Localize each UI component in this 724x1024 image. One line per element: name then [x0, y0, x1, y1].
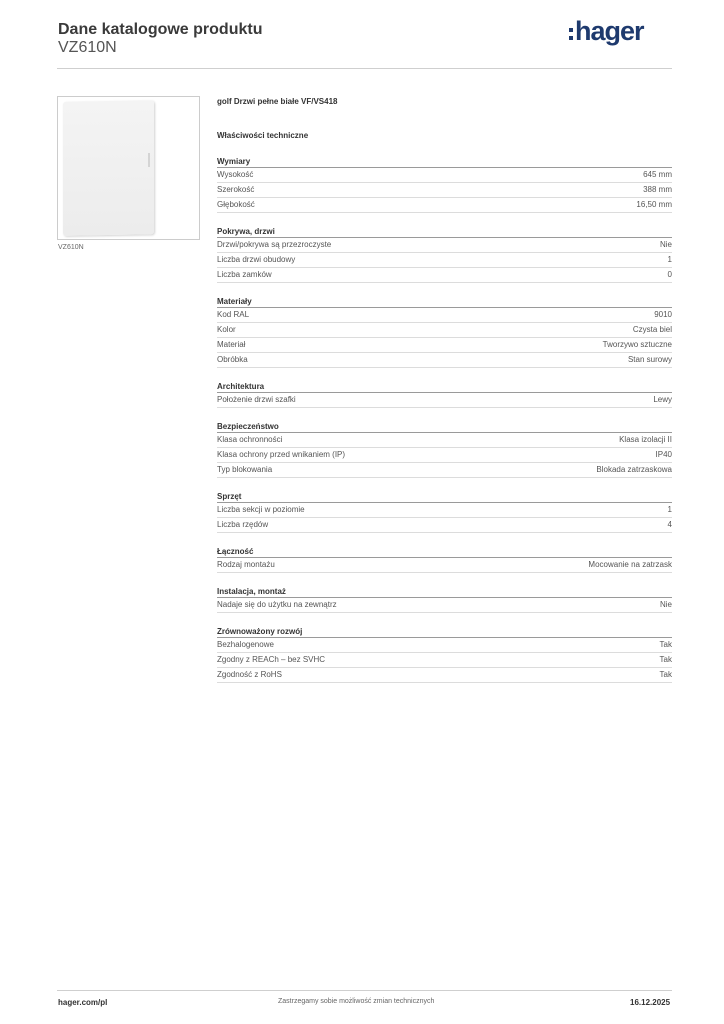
- spec-label: Nadaje się do użytku na zewnątrz: [217, 600, 337, 609]
- spec-row: [217, 393, 672, 408]
- spec-row: [217, 668, 672, 683]
- spec-label: Typ blokowania: [217, 465, 273, 474]
- spec-value: 16,50 mm: [636, 200, 672, 209]
- spec-value: Tak: [659, 670, 672, 679]
- spec-row: [217, 598, 672, 613]
- door-panel-image: [63, 100, 154, 236]
- document-title: Dane katalogowe produktu: [58, 21, 263, 38]
- footer-disclaimer: Zastrzegamy sobie możliwość zmian technicznych: [278, 998, 435, 1005]
- spec-value: Mocowanie na zatrzask: [588, 560, 672, 569]
- section-title: Pokrywa, drzwi: [217, 226, 672, 238]
- spec-value: 1: [667, 505, 672, 514]
- spec-value: Nie: [659, 240, 672, 249]
- spec-row: [217, 338, 672, 353]
- spec-section: [217, 226, 672, 283]
- spec-label: Klasa ochrony przed wnikaniem (IP): [217, 450, 346, 459]
- spec-value: Lewy: [653, 395, 672, 404]
- spec-value: Stan surowy: [627, 355, 672, 364]
- door-hinge-detail: [148, 153, 150, 167]
- spec-value: Klasa izolacji II: [619, 435, 672, 444]
- spec-value: IP40: [655, 450, 672, 459]
- footer-date: 16.12.2025: [630, 998, 671, 1007]
- spec-label: Rodzaj montażu: [217, 560, 275, 569]
- spec-row: [217, 353, 672, 368]
- section-title: Instalacja, montaż: [217, 586, 672, 598]
- header-divider: [57, 68, 672, 69]
- spec-content: [217, 96, 672, 683]
- spec-label: Liczba drzwi obudowy: [217, 255, 296, 264]
- footer-website-link[interactable]: hager.com/pl: [58, 998, 108, 1007]
- footer-divider: [57, 990, 672, 991]
- section-title: Łączność: [217, 546, 672, 558]
- logo-dots-icon: [569, 28, 573, 40]
- spec-row: [217, 168, 672, 183]
- spec-value: 0: [667, 270, 672, 279]
- spec-row: [217, 558, 672, 573]
- spec-label: Materiał: [217, 340, 246, 349]
- spec-label: Obróbka: [217, 355, 248, 364]
- spec-row: [217, 503, 672, 518]
- spec-label: Liczba rzędów: [217, 520, 269, 529]
- section-title: Zrównoważony rozwój: [217, 626, 672, 638]
- section-title: Architektura: [217, 381, 672, 393]
- spec-value: Tworzywo sztuczne: [602, 340, 672, 349]
- spec-row: [217, 198, 672, 213]
- spec-label: Liczba sekcji w poziomie: [217, 505, 305, 514]
- spec-row: [217, 183, 672, 198]
- section-title: Materiały: [217, 296, 672, 308]
- spec-row: [217, 433, 672, 448]
- section-title: Sprzęt: [217, 491, 672, 503]
- spec-section: [217, 381, 672, 408]
- spec-row: [217, 653, 672, 668]
- spec-label: Liczba zamków: [217, 270, 272, 279]
- spec-value: Tak: [659, 655, 672, 664]
- spec-row: [217, 448, 672, 463]
- spec-row: [217, 518, 672, 533]
- product-title: golf Drzwi pełne białe VF/VS418: [217, 97, 338, 106]
- spec-row: [217, 638, 672, 653]
- spec-label: Bezhalogenowe: [217, 640, 274, 649]
- spec-row: [217, 463, 672, 478]
- spec-value: 9010: [654, 310, 672, 319]
- tech-properties-heading: Właściwości techniczne: [217, 131, 309, 140]
- spec-section: [217, 626, 672, 683]
- spec-section: [217, 546, 672, 573]
- spec-label: Drzwi/pokrywa są przezroczyste: [217, 240, 332, 249]
- spec-section: [217, 586, 672, 613]
- spec-row: [217, 253, 672, 268]
- spec-label: Głębokość: [217, 200, 255, 209]
- spec-label: Klasa ochronności: [217, 435, 283, 444]
- section-title: Bezpieczeństwo: [217, 421, 672, 433]
- spec-value: 1: [667, 255, 672, 264]
- hager-logo[interactable]: [569, 14, 644, 48]
- logo-text: hager: [575, 15, 644, 46]
- spec-label: Zgodność z RoHS: [217, 670, 282, 679]
- spec-row: [217, 268, 672, 283]
- spec-label: Zgodny z REACh – bez SVHC: [217, 655, 326, 664]
- spec-row: [217, 238, 672, 253]
- spec-section: [217, 296, 672, 368]
- spec-value: 388 mm: [643, 185, 672, 194]
- spec-value: Nie: [659, 600, 672, 609]
- spec-row: [217, 308, 672, 323]
- spec-label: Wysokość: [217, 170, 254, 179]
- product-code: VZ610N: [58, 39, 117, 56]
- spec-label: Kolor: [217, 325, 236, 334]
- section-title: Wymiary: [217, 156, 672, 168]
- spec-value: Blokada zatrzaskowa: [596, 465, 672, 474]
- spec-value: 4: [667, 520, 672, 529]
- spec-value: 645 mm: [643, 170, 672, 179]
- spec-label: Szerokość: [217, 185, 255, 194]
- spec-row: [217, 323, 672, 338]
- spec-section: [217, 491, 672, 533]
- spec-label: Kod RAL: [217, 310, 250, 319]
- spec-section: [217, 421, 672, 478]
- spec-value: Czysta biel: [632, 325, 672, 334]
- product-image: [57, 96, 200, 240]
- image-caption: VZ610N: [58, 244, 84, 251]
- spec-section: [217, 156, 672, 213]
- spec-label: Położenie drzwi szafki: [217, 395, 296, 404]
- spec-sections: [217, 156, 672, 683]
- spec-value: Tak: [659, 640, 672, 649]
